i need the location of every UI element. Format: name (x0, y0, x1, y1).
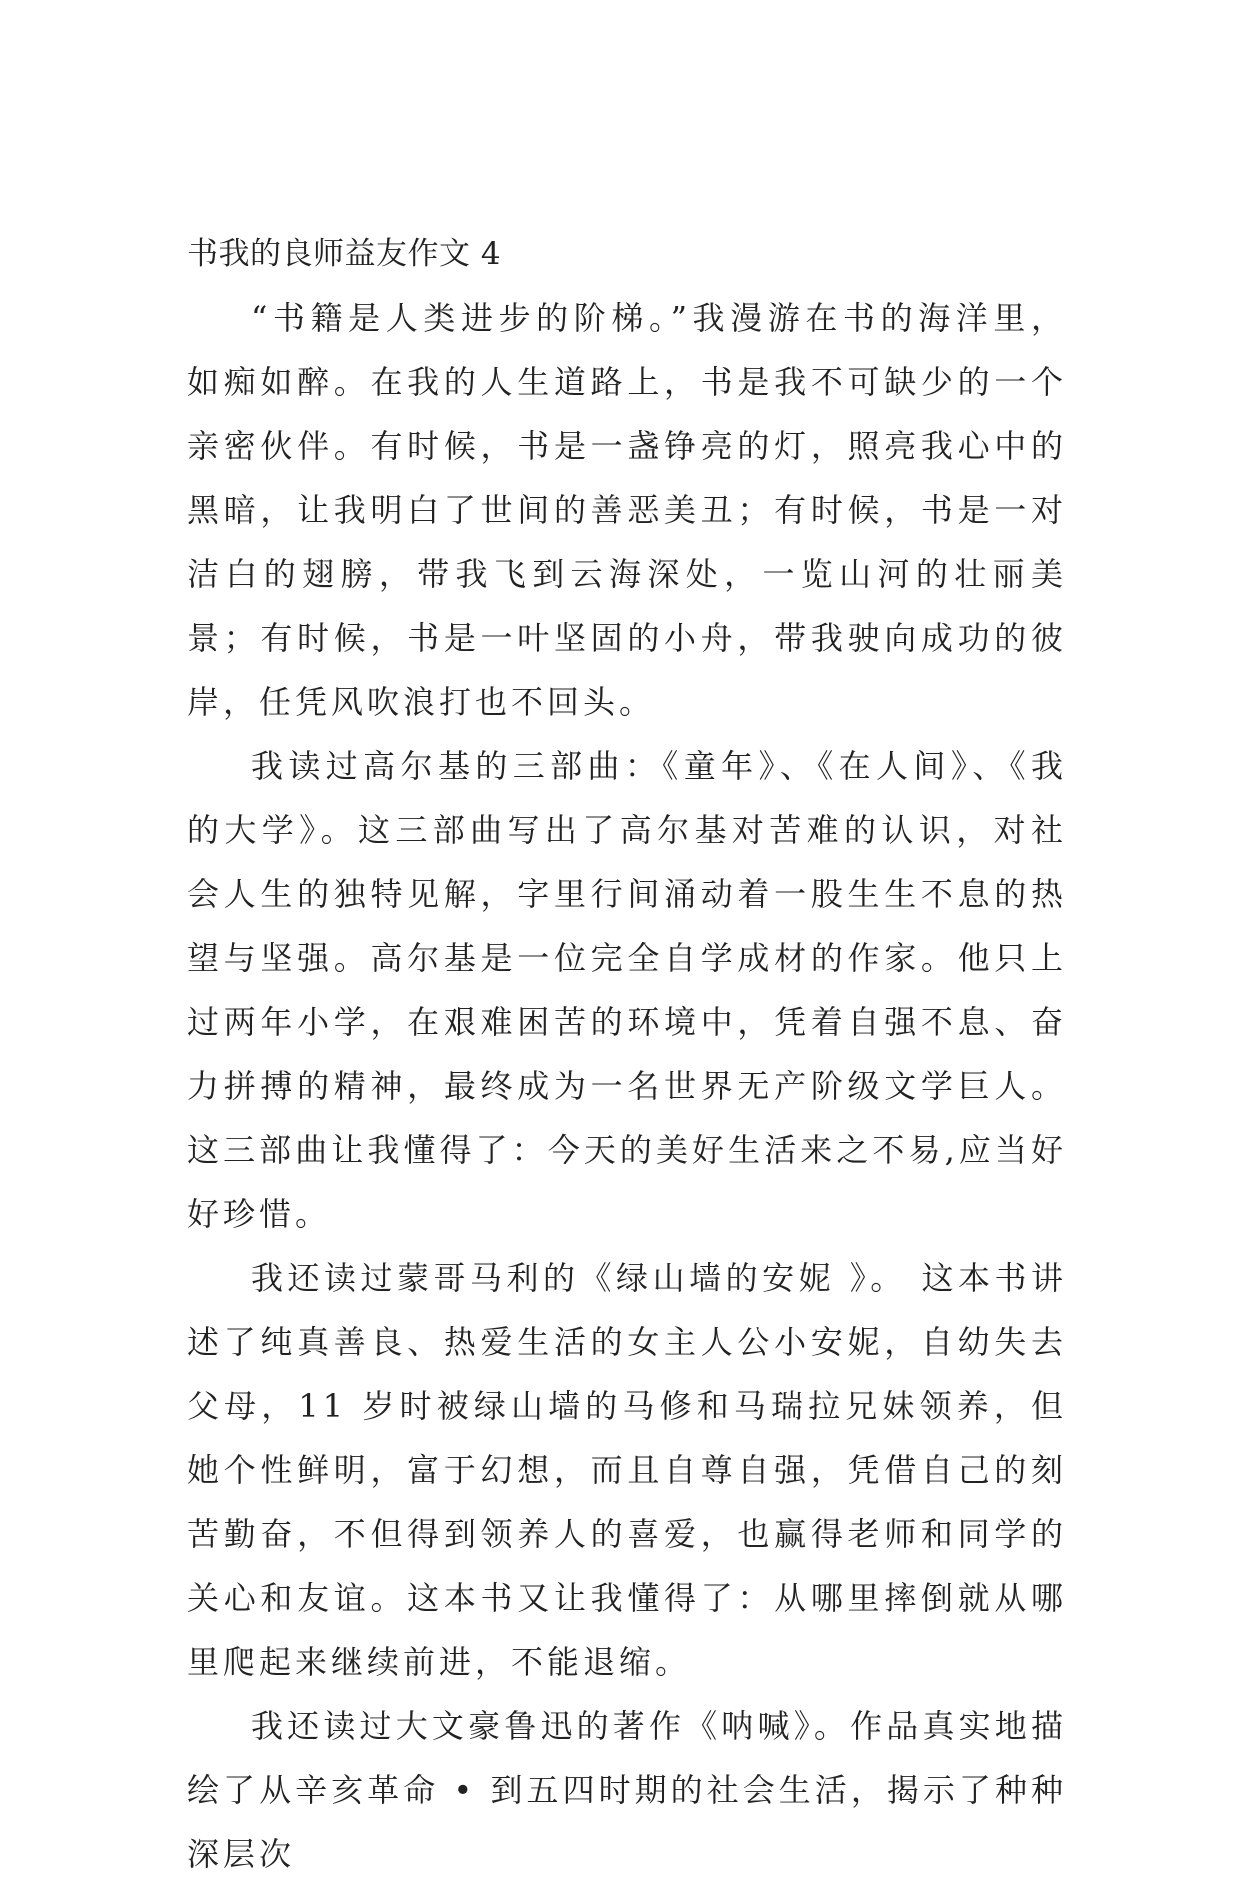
document-page (187, 222, 1067, 1886)
body-paragraph-2: 我读过高尔基的三部曲：《童年》、《在人间》、《我的大学》。这三部曲写出了高尔基对苦难的认识，对社会人生的独特见解，字里行间涌动着一股生生不息的热望与坚强。高尔基是一位完全自学成材的作家。他只上过两年小学，在艰难困苦的环境中，凭着自强不息、奋力拼搏的精神，最终成为一名世界无产阶级文学巨人。这三部曲让我懂得了：今天的美好生活来之不易,应当好好珍惜。 (187, 747, 1067, 1233)
body-paragraph-1: “书籍是人类进步的阶梯。”我漫游在书的海洋里，如痴如醉。在我的人生道路上，书是我不可缺少的一个亲密伙伴。有时候，书是一盏铮亮的灯，照亮我心中的黑暗，让我明白了世间的善恶美丑；有时候，书是一对洁白的翅膀，带我飞到云海深处，一览山河的壮丽美景；有时候，书是一叶坚固的小舟，带我驶向成功的彼岸，任凭风吹浪打也不回头。 (187, 299, 1067, 721)
document-title: 书我的良师益友作文 4 (187, 236, 502, 272)
body-paragraph-4: 我还读过大文豪鲁迅的著作《呐喊》。作品真实地描绘了从辛亥革命 • 到五四时期的社会生活，揭示了种种深层次 (187, 1707, 1067, 1873)
body-paragraph-3: 我还读过蒙哥马利的《绿山墙的安妮 》。 这本书讲述了纯真善良、热爱生活的女主人公小安妮，自幼失去父母，11 岁时被绿山墙的马修和马瑞拉兄妹领养，但她个性鲜明，富于幻想，而且自尊自强，凭借自己的刻苦勤奋，不但得到领养人的喜爱，也赢得老师和同学的关心和友谊。这本书又让我懂得了：从哪里摔倒就从哪里爬起来继续前进，不能退缩。 (187, 1259, 1067, 1681)
